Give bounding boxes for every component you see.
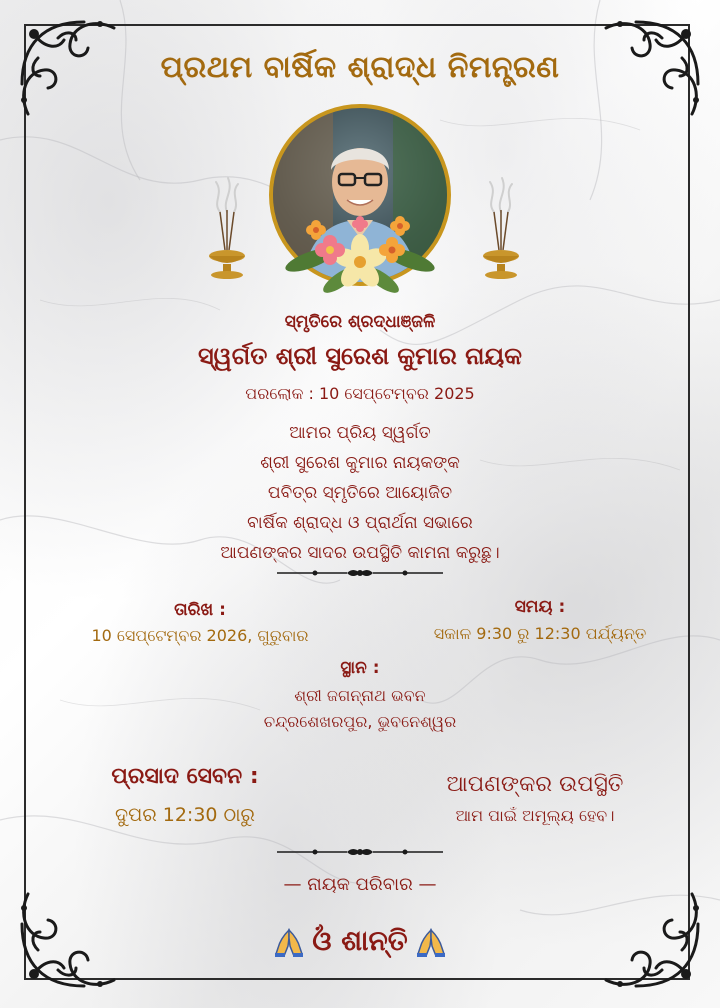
- message-line: ଶ୍ରୀ ସୁରେଶ କୁମାର ନାୟକଙ୍କ: [260, 453, 460, 473]
- folded-hands-icon: [416, 926, 446, 958]
- presence-subtitle: ଆମ ପାଇଁ ଅମୂଲ୍ୟ ହେବ।: [455, 806, 615, 825]
- closing-text: ଓଁ ଶାନ୍ତି: [312, 924, 408, 957]
- message-line: ଆମର ପ୍ରିୟ ସ୍ୱର୍ଗତ: [289, 423, 431, 443]
- venue-address: ଚନ୍ଦ୍ରଶେଖରପୁର, ଭୁବନେଶ୍ୱର: [263, 712, 457, 731]
- date-label: ତାରିଖ :: [174, 600, 226, 620]
- incense-lamp-icon: [192, 172, 262, 282]
- deceased-name: ସ୍ୱର୍ଗତ ଶ୍ରୀ ସୁରେଶ କୁମାର ନାୟକ: [198, 342, 522, 370]
- closing-line: [0, 924, 720, 958]
- message-line: ବାର୍ଷିକ ଶ୍ରାଦ୍ଧ ଓ ପ୍ରାର୍ଥନା ସଭାରେ: [247, 513, 473, 533]
- prasad-label: ପ୍ରସାଦ ସେବନ :: [111, 764, 259, 789]
- time-value: ସକାଳ 9:30 ରୁ 12:30 ପର୍ଯ୍ୟନ୍ତ: [433, 624, 647, 643]
- incense-lamp-icon: [466, 172, 536, 282]
- presence-title: ଆପଣଙ୍କର ଉପସ୍ଥିତି: [446, 772, 624, 797]
- death-date: ପରଲୋକ : 10 ସେପ୍ଟେମ୍ବର 2025: [245, 384, 475, 403]
- venue-label: ସ୍ଥାନ :: [340, 658, 380, 678]
- invitation-message: [0, 418, 720, 568]
- family-signature: — ନାୟକ ପରିବାର —: [283, 874, 437, 895]
- message-line: ପବିତ୍ର ସ୍ମୃତିରେ ଆୟୋଜିତ: [267, 483, 453, 503]
- ornamental-divider-icon: [275, 844, 445, 860]
- venue-name: ଶ୍ରୀ ଜଗନ୍ନାଥ ଭବନ: [294, 686, 426, 705]
- date-value: 10 ସେପ୍ଟେମ୍ବର 2026, ଗୁରୁବାର: [91, 626, 309, 645]
- prasad-time: ଦୁପର 12:30 ଠାରୁ: [115, 804, 255, 826]
- tribute-text: ସ୍ମୃତିରେ ଶ୍ରଦ୍ଧାଞ୍ଜଳି: [284, 312, 436, 332]
- message-line: ଆପଣଙ୍କର ସାଦର ଉପସ୍ଥିତି କାମନା କରୁଛୁ।: [220, 543, 500, 563]
- page-title: ପ୍ରଥମ ବାର୍ଷିକ ଶ୍ରାଦ୍ଧ ନିମନ୍ତ୍ରଣ: [160, 50, 560, 85]
- folded-hands-icon: [274, 926, 304, 958]
- flower-garland-icon: [270, 210, 450, 300]
- time-label: ସମୟ :: [514, 597, 566, 617]
- ornamental-divider-icon: [275, 565, 445, 581]
